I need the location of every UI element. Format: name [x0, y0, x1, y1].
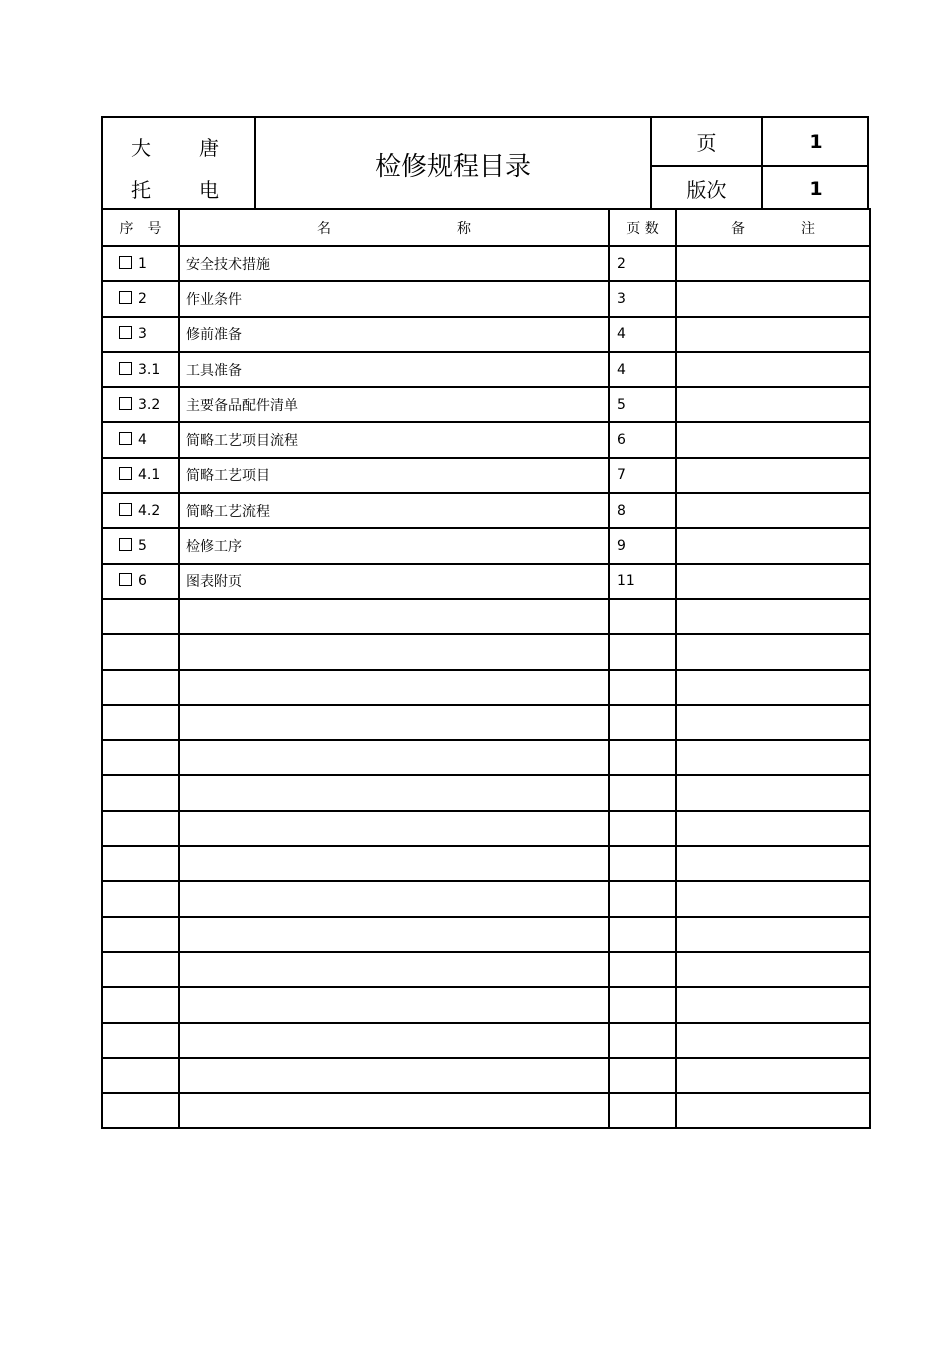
page-value: 1	[763, 118, 869, 167]
checkbox-icon[interactable]	[119, 256, 132, 269]
company-char: 大	[131, 136, 151, 160]
entry-page: 6	[609, 422, 676, 457]
entry-note	[676, 564, 870, 599]
entry-name: 简略工艺项目	[179, 458, 609, 493]
empty-row	[102, 1023, 870, 1058]
entry-note	[676, 458, 870, 493]
empty-cell	[609, 740, 676, 775]
entry-name: 安全技术措施	[179, 246, 609, 281]
empty-cell	[676, 1093, 870, 1128]
table-row	[102, 387, 870, 422]
checkbox-icon[interactable]	[119, 503, 132, 516]
entry-number-text: 3.1	[138, 361, 161, 378]
toc-table	[101, 208, 871, 1129]
entry-number-text: 4.1	[138, 467, 161, 484]
entry-number	[102, 281, 179, 316]
empty-cell	[179, 775, 609, 810]
empty-cell	[676, 740, 870, 775]
empty-cell	[609, 846, 676, 881]
checkbox-icon[interactable]	[119, 432, 132, 445]
edition-value: 1	[809, 177, 823, 200]
entry-page: 11	[609, 564, 676, 599]
table-row	[102, 317, 870, 352]
empty-cell	[609, 881, 676, 916]
table-row	[102, 493, 870, 528]
empty-cell	[609, 634, 676, 669]
empty-cell	[609, 1093, 676, 1128]
empty-row	[102, 1093, 870, 1128]
document-title: 检修规程目录	[256, 118, 652, 210]
entry-name: 检修工序	[179, 528, 609, 563]
entry-number	[102, 528, 179, 563]
table-row	[102, 564, 870, 599]
entry-number	[102, 422, 179, 457]
empty-cell	[179, 1093, 609, 1128]
empty-cell	[102, 987, 179, 1022]
empty-cell	[676, 917, 870, 952]
empty-cell	[676, 1058, 870, 1093]
entry-note	[676, 493, 870, 528]
empty-cell	[676, 811, 870, 846]
entry-number-text: 3	[138, 326, 147, 343]
sheet-header	[101, 116, 869, 208]
entry-page: 2	[609, 246, 676, 281]
empty-cell	[609, 775, 676, 810]
empty-cell	[179, 740, 609, 775]
empty-cell	[102, 1093, 179, 1128]
empty-row	[102, 846, 870, 881]
entry-page: 8	[609, 493, 676, 528]
empty-cell	[102, 740, 179, 775]
empty-cell	[609, 670, 676, 705]
entry-page: 4	[609, 352, 676, 387]
table-row	[102, 281, 870, 316]
empty-row	[102, 599, 870, 634]
empty-cell	[179, 987, 609, 1022]
entry-number-text: 3.2	[138, 396, 161, 413]
entry-number-text: 1	[138, 255, 147, 272]
empty-cell	[102, 775, 179, 810]
checkbox-icon[interactable]	[119, 291, 132, 304]
empty-cell	[179, 811, 609, 846]
empty-cell	[609, 705, 676, 740]
empty-cell	[609, 1023, 676, 1058]
empty-cell	[676, 705, 870, 740]
checkbox-icon[interactable]	[119, 573, 132, 586]
entry-page: 5	[609, 387, 676, 422]
entry-number	[102, 317, 179, 352]
empty-cell	[102, 705, 179, 740]
empty-row	[102, 987, 870, 1022]
empty-row	[102, 705, 870, 740]
company-name	[103, 118, 256, 210]
empty-cell	[609, 917, 676, 952]
company-char: 托	[131, 178, 151, 202]
empty-row	[102, 740, 870, 775]
entry-page: 7	[609, 458, 676, 493]
empty-cell	[676, 670, 870, 705]
column-header-row	[102, 209, 870, 246]
table-row	[102, 352, 870, 387]
empty-cell	[609, 811, 676, 846]
col-header-no: 序 号	[102, 209, 179, 246]
empty-cell	[676, 634, 870, 669]
entry-name: 主要备品配件清单	[179, 387, 609, 422]
entry-number	[102, 387, 179, 422]
empty-cell	[609, 1058, 676, 1093]
empty-cell	[676, 775, 870, 810]
entry-number-text: 5	[138, 538, 147, 555]
entry-name: 简略工艺项目流程	[179, 422, 609, 457]
entry-page: 4	[609, 317, 676, 352]
toc-sheet	[101, 116, 869, 1129]
empty-row	[102, 952, 870, 987]
empty-cell	[179, 705, 609, 740]
entry-page: 9	[609, 528, 676, 563]
empty-row	[102, 670, 870, 705]
checkbox-icon[interactable]	[119, 397, 132, 410]
empty-cell	[102, 917, 179, 952]
entry-name: 作业条件	[179, 281, 609, 316]
empty-cell	[102, 634, 179, 669]
empty-cell	[102, 952, 179, 987]
empty-cell	[676, 952, 870, 987]
empty-cell	[179, 881, 609, 916]
checkbox-icon[interactable]	[119, 362, 132, 375]
entry-number	[102, 352, 179, 387]
entry-note	[676, 281, 870, 316]
empty-cell	[179, 846, 609, 881]
table-row	[102, 246, 870, 281]
company-char: 电	[199, 178, 219, 202]
empty-row	[102, 634, 870, 669]
page-label: 页	[652, 118, 763, 167]
empty-cell	[102, 846, 179, 881]
company-char: 唐	[199, 136, 219, 160]
empty-cell	[102, 881, 179, 916]
empty-cell	[609, 987, 676, 1022]
entry-name: 修前准备	[179, 317, 609, 352]
table-row	[102, 458, 870, 493]
empty-cell	[179, 917, 609, 952]
entry-note	[676, 352, 870, 387]
entry-number	[102, 458, 179, 493]
entry-number-text: 6	[138, 573, 147, 590]
empty-cell	[179, 634, 609, 669]
entry-number	[102, 493, 179, 528]
empty-row	[102, 775, 870, 810]
empty-cell	[609, 952, 676, 987]
checkbox-icon[interactable]	[119, 467, 132, 480]
empty-cell	[102, 1023, 179, 1058]
entry-note	[676, 387, 870, 422]
entry-number-text: 4.2	[138, 502, 161, 519]
empty-row	[102, 1058, 870, 1093]
empty-cell	[102, 1058, 179, 1093]
empty-cell	[676, 881, 870, 916]
entry-number-text: 2	[138, 290, 147, 307]
col-header-name: 名 称	[179, 209, 609, 246]
checkbox-icon[interactable]	[119, 538, 132, 551]
empty-cell	[676, 599, 870, 634]
entry-note	[676, 528, 870, 563]
empty-cell	[102, 811, 179, 846]
empty-cell	[102, 599, 179, 634]
entry-number	[102, 564, 179, 599]
entry-note	[676, 246, 870, 281]
empty-row	[102, 811, 870, 846]
table-row	[102, 422, 870, 457]
entry-name: 工具准备	[179, 352, 609, 387]
table-row	[102, 528, 870, 563]
empty-cell	[102, 670, 179, 705]
col-header-note: 备 注	[676, 209, 870, 246]
empty-cell	[179, 670, 609, 705]
empty-cell	[179, 599, 609, 634]
entry-number-text: 4	[138, 432, 147, 449]
entry-note	[676, 422, 870, 457]
entry-number	[102, 246, 179, 281]
empty-cell	[179, 1058, 609, 1093]
empty-cell	[179, 1023, 609, 1058]
empty-cell	[676, 987, 870, 1022]
edition-label: 版次	[652, 167, 763, 210]
empty-cell	[179, 952, 609, 987]
empty-row	[102, 917, 870, 952]
empty-cell	[609, 599, 676, 634]
entry-page: 3	[609, 281, 676, 316]
checkbox-icon[interactable]	[119, 326, 132, 339]
entry-name: 简略工艺流程	[179, 493, 609, 528]
empty-cell	[676, 846, 870, 881]
entry-note	[676, 317, 870, 352]
empty-cell	[676, 1023, 870, 1058]
col-header-pages: 页 数	[609, 209, 676, 246]
empty-row	[102, 881, 870, 916]
entry-name: 图表附页	[179, 564, 609, 599]
